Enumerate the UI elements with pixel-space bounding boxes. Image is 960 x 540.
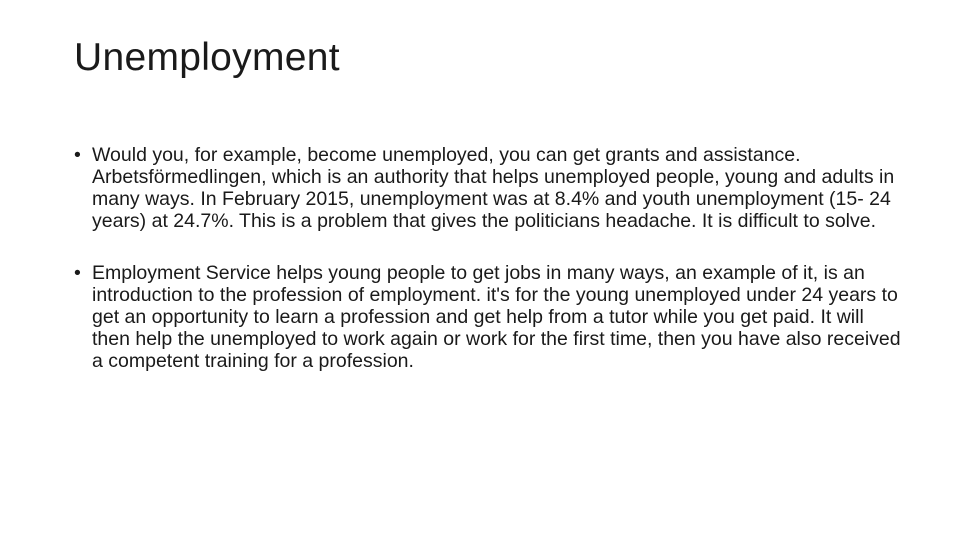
bullet-text: Would you, for example, become unemployed, you can get grants and assistance. Arbetsförmedlingen, which is an authority that helps unemployed people, young and adults in many ways. In February 2015, unemployment was at 8.4% and youth unemployment (15- 24 years) at 24.7%. This is a problem that gives the politicians headache. It is difficult to solve. [92, 144, 895, 232]
bullet-item-grants [74, 144, 904, 232]
bullet-text: Employment Service helps young people to get jobs in many ways, an example of it, is an introduction to the profession of employment. it's for the young unemployed under 24 years to get an opportunity to learn a profession and get help from a tutor while you get paid. It will then help the unemployed to work again or work for the first time, then you have also received a competent training for a profession. [92, 262, 901, 372]
bullet-icon: • [74, 144, 81, 166]
bullet-icon: • [74, 262, 81, 284]
bullet-item-employment-service [74, 262, 904, 372]
slide-title: Unemployment [74, 36, 340, 79]
bullet-list [74, 144, 904, 372]
